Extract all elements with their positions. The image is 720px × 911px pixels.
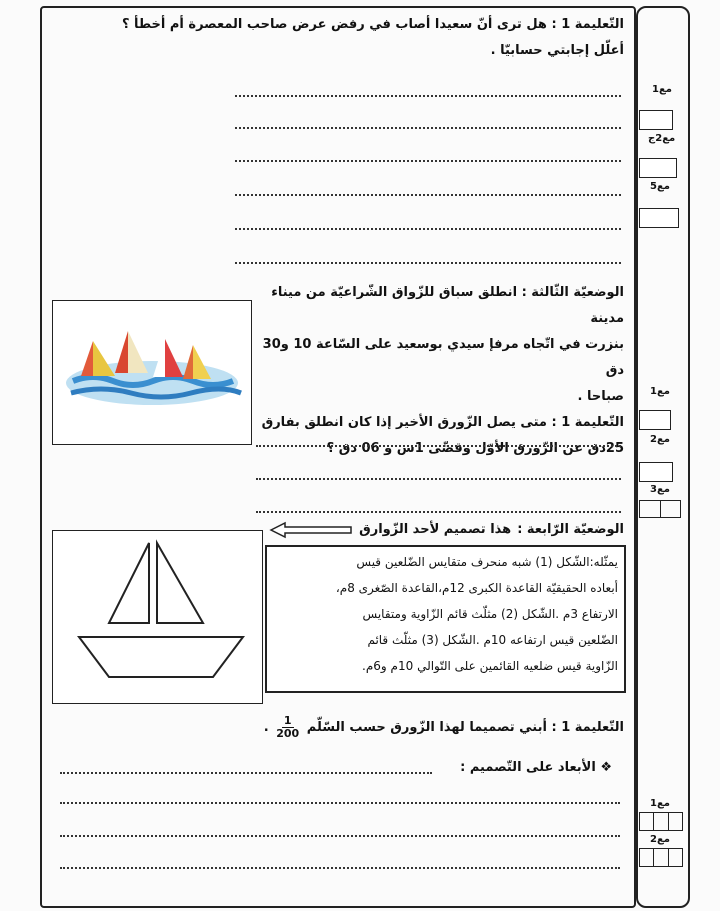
scale-fraction bbox=[276, 715, 299, 740]
description-line: الضّلعين قيس ارتفاعه 10م .الشّكل (3) مثلّث قائم bbox=[367, 633, 618, 647]
description-line: الارتفاع 3م .الشّكل (2) مثلّث قائم الزّاوية ومتقايس bbox=[362, 607, 618, 621]
criterion-label: مع1 bbox=[652, 84, 672, 95]
scale-numerator: 1 bbox=[283, 714, 292, 727]
answer-line[interactable] bbox=[256, 478, 621, 480]
section4-title-row bbox=[266, 519, 624, 541]
text-line: انطلق سباق للزّواق الشّراعيّة من ميناء مدينة bbox=[271, 285, 624, 326]
score-cells[interactable] bbox=[639, 500, 681, 518]
answer-line[interactable] bbox=[256, 511, 621, 513]
score-box[interactable] bbox=[639, 208, 679, 228]
answer-line[interactable] bbox=[60, 802, 620, 804]
answer-line[interactable] bbox=[235, 160, 621, 162]
section3-title: الوضعيّة الثّالثة : bbox=[521, 285, 624, 300]
justify-instruction: أعلّل إجابتي حسابيّا . bbox=[490, 43, 624, 58]
dimensions-label: ❖ الأبعاد على التّصميم : bbox=[460, 760, 612, 775]
question-1-text bbox=[54, 12, 624, 38]
text-line: 25دق عن الزّورق الأوّل وقضّى 1س و 06 دق ؟ bbox=[326, 441, 624, 456]
answer-line[interactable] bbox=[235, 95, 621, 97]
question-label: التّعليمة 1 : bbox=[551, 17, 624, 32]
section4-title-text: هذا تصميم لأحد الزّوارق bbox=[359, 522, 512, 537]
criterion-label: مع1 bbox=[650, 798, 670, 809]
sailboats-image bbox=[52, 300, 252, 445]
text-line: بنزرت في اتّجاه مرفإ سيدي بوسعيد على السّاعة 10 و30 دق bbox=[262, 337, 624, 378]
answer-line[interactable] bbox=[60, 867, 620, 869]
description-line: الزّاوية قيس ضلعيه القائمين على التّوالي 10م و6م. bbox=[362, 659, 618, 673]
score-cells[interactable] bbox=[639, 848, 683, 867]
criterion-label: مع5 bbox=[650, 181, 670, 192]
criterion-label: مع1 bbox=[650, 386, 670, 397]
answer-line[interactable] bbox=[256, 445, 621, 447]
question-body: أبني تصميما لهذا الزّورق حسب السّلّم bbox=[306, 720, 547, 735]
scale-denominator: 200 bbox=[276, 727, 300, 740]
section3-text bbox=[258, 280, 624, 462]
score-cells[interactable] bbox=[639, 812, 683, 831]
description-line: أبعاده الحقيقيّة القاعدة الكبرى 12م،القاعدة الصّغرى 8م، bbox=[335, 581, 618, 595]
boat-design-figure bbox=[52, 530, 263, 704]
text-line: متى يصل الزّورق الأخير إذا كان انطلق بفارق bbox=[261, 415, 547, 430]
answer-line[interactable] bbox=[235, 194, 621, 196]
answer-line[interactable] bbox=[235, 262, 621, 264]
score-box[interactable] bbox=[639, 110, 673, 130]
text-line: صباحا . bbox=[577, 389, 624, 404]
question-label: التّعليمة 1 : bbox=[551, 415, 624, 430]
answer-line[interactable] bbox=[235, 127, 621, 129]
arrow-left-icon bbox=[269, 521, 353, 539]
question-1-block bbox=[54, 12, 624, 64]
question-scale: التّعليمة 1 : أبني تصميما لهذا الزّورق حسب السّلّم $\frac{1}{200}$ . bbox=[263, 714, 624, 740]
question-body: هل ترى أنّ سعيدا أصاب في رفض عرض صاحب المعصرة أم أخطأ ؟ bbox=[121, 17, 547, 32]
score-box[interactable] bbox=[639, 462, 673, 482]
criterion-label: مع2 bbox=[650, 434, 670, 445]
score-box[interactable] bbox=[639, 410, 671, 430]
boat-description-box bbox=[265, 545, 626, 693]
answer-line[interactable] bbox=[60, 835, 620, 837]
criterion-label: مع2ج bbox=[648, 133, 676, 144]
answer-line[interactable] bbox=[235, 228, 621, 230]
criterion-label: مع2 bbox=[650, 834, 670, 845]
answer-line[interactable] bbox=[60, 772, 432, 774]
question-label: التّعليمة 1 : bbox=[551, 720, 624, 735]
description-line: يمثّله:الشّكل (1) شبه منحرف متقايس الضّلعين قيس bbox=[356, 555, 618, 569]
criterion-label: مع3 bbox=[650, 484, 670, 495]
section4-title: الوضعيّة الرّابعة : bbox=[517, 522, 624, 537]
score-box[interactable] bbox=[639, 158, 677, 178]
